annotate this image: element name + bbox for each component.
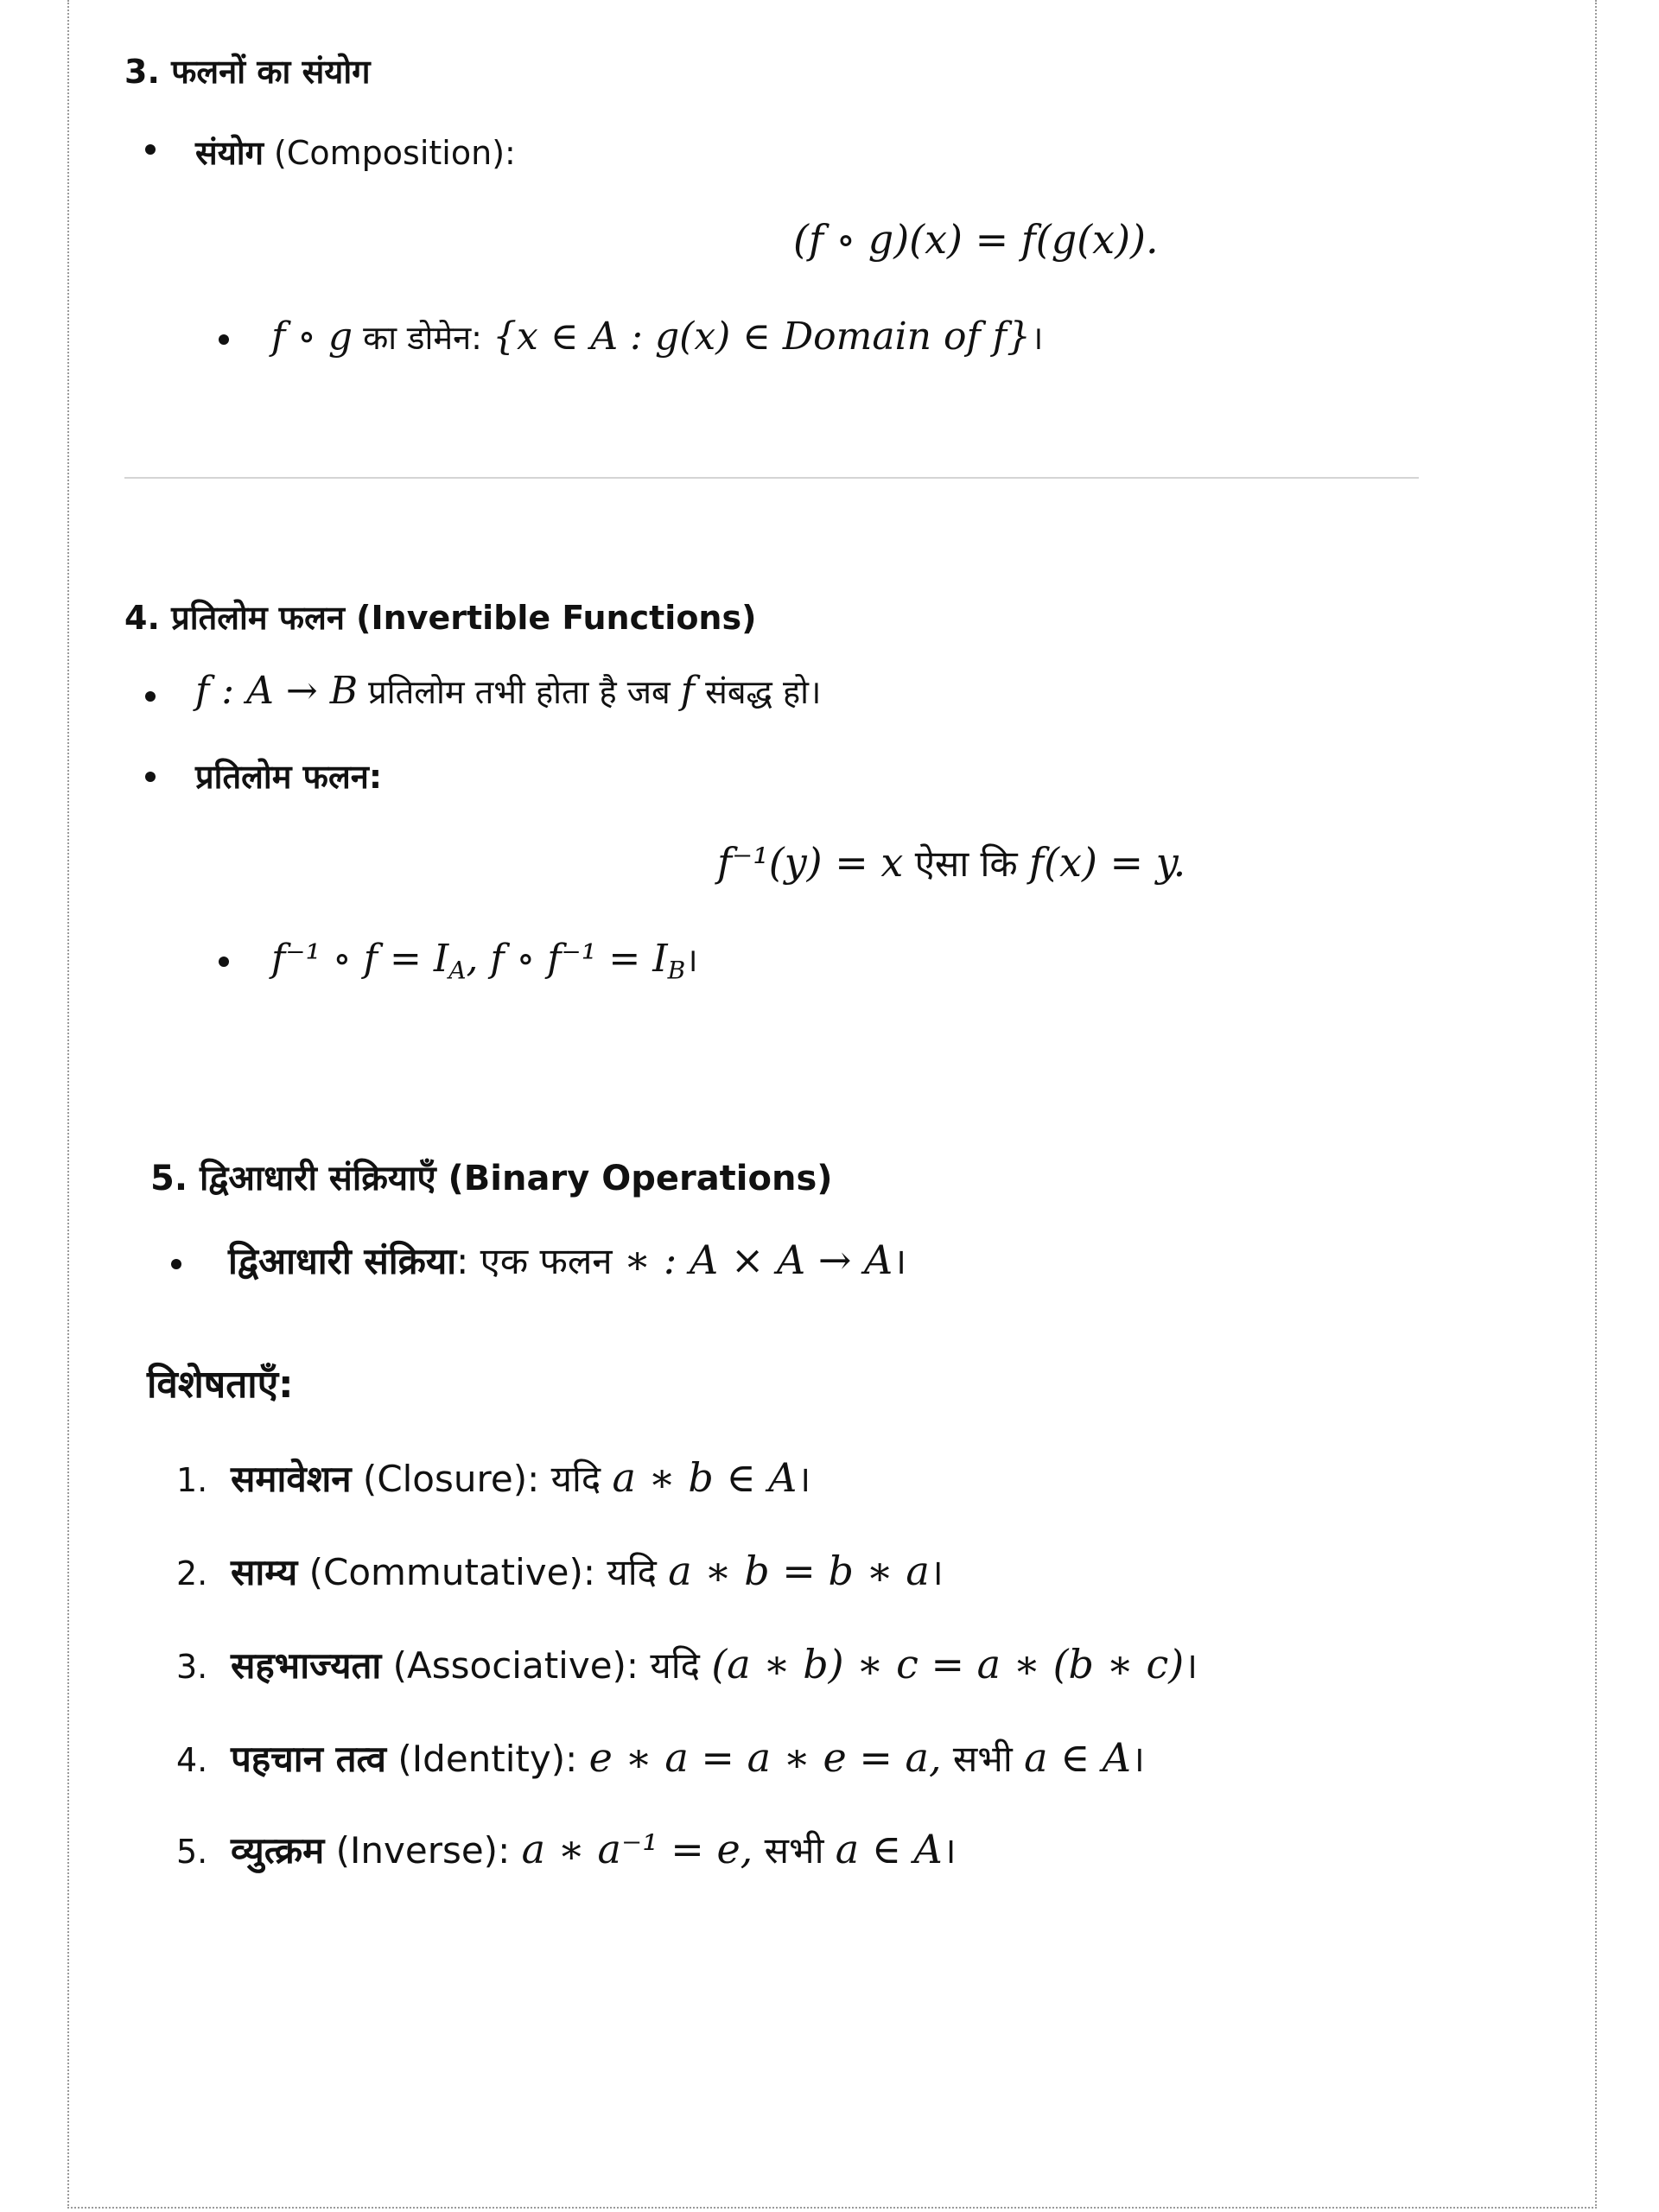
binary-operation-math: ∗ : A × A → A — [623, 1236, 893, 1283]
property-math: (a ∗ b) ∗ c = a ∗ (b ∗ c) — [711, 1641, 1185, 1688]
property-mid: सभी — [941, 1738, 1025, 1780]
property-item — [176, 1547, 944, 1596]
binary-operation-bullet — [228, 1236, 906, 1285]
property-end: । — [942, 1829, 957, 1872]
inverse-identity-sub-a: A — [448, 956, 467, 985]
bullet-dot — [145, 691, 156, 702]
bullet-dot — [145, 772, 156, 782]
property-math: a ∗ b ∈ A — [612, 1454, 798, 1501]
property-en: (Identity): — [386, 1738, 589, 1780]
property-label: व्युत्क्रम — [230, 1829, 325, 1872]
inverse-identity-bullet — [271, 937, 698, 985]
composition-domain-math: f ∘ g — [271, 315, 353, 359]
composition-suffix: (Composition): — [263, 134, 516, 172]
inverse-identity-sub-b: B — [667, 956, 686, 985]
property-number: 5. — [176, 1833, 208, 1871]
invertible-math-f: f — [680, 669, 696, 713]
property-label: साम्य — [230, 1551, 298, 1593]
property-en: (Associative): यदि — [381, 1644, 712, 1687]
property-end: । — [929, 1551, 944, 1593]
bullet-dot — [219, 334, 229, 345]
property-math2: a ∈ A — [835, 1826, 943, 1872]
property-end: । — [1131, 1738, 1145, 1780]
inverse-identity-math2: , f ∘ f⁻¹ = I — [466, 937, 668, 981]
property-number: 2. — [176, 1554, 208, 1592]
inverse-formula-left: f⁻¹(y) = x — [717, 839, 904, 886]
property-number: 4. — [176, 1741, 208, 1779]
property-end: । — [797, 1458, 811, 1500]
bullet-dot — [171, 1259, 181, 1269]
section-4-title: 4. प्रतिलोम फलन (Invertible Functions) — [124, 599, 757, 637]
property-item — [176, 1733, 1145, 1783]
property-en: (Inverse): — [324, 1829, 522, 1872]
property-label: समावेशन — [230, 1458, 352, 1500]
binary-operation-label: द्विआधारी संक्रिया — [228, 1240, 457, 1282]
composition-domain-set: {x ∈ A : g(x) ∈ Domain of f} — [493, 315, 1032, 359]
property-number: 3. — [176, 1648, 208, 1686]
property-label: पहचान तत्व — [230, 1738, 387, 1780]
invertible-text2: संबद्ध हो। — [695, 673, 822, 711]
invertible-condition-bullet — [195, 669, 821, 714]
inverse-function-label: प्रतिलोम फलन: — [195, 758, 383, 796]
property-item — [176, 1825, 957, 1874]
property-item — [176, 1453, 810, 1503]
property-label: सहभाज्यता — [230, 1644, 382, 1687]
inverse-formula-mid: ऐसा कि — [903, 842, 1030, 885]
property-number: 1. — [176, 1461, 208, 1499]
property-en: (Commutative): यदि — [297, 1551, 669, 1593]
property-math2: a ∈ A — [1024, 1734, 1132, 1781]
composition-bullet — [195, 130, 516, 175]
composition-formula: (f ∘ g)(x) = f(g(x)). — [793, 216, 1159, 263]
composition-label: संयोग — [195, 134, 264, 172]
invertible-math: f : A → B — [195, 669, 359, 713]
inverse-identity-math: f⁻¹ ∘ f = I — [271, 937, 449, 981]
invertible-text: प्रतिलोम तभी होता है जब — [358, 673, 681, 711]
composition-domain-text: का डोमेन: — [353, 319, 493, 357]
property-en: (Closure): यदि — [351, 1458, 613, 1500]
inverse-identity-end: । — [685, 941, 698, 979]
property-math: a ∗ b = b ∗ a — [668, 1548, 930, 1594]
section-5-title: 5. द्विआधारी संक्रियाएँ (Binary Operations) — [150, 1159, 833, 1198]
property-mid: सभी — [753, 1829, 836, 1872]
bullet-dot — [145, 144, 156, 155]
section-divider — [124, 477, 1419, 479]
inverse-formula-right: f(x) = y. — [1029, 839, 1186, 886]
composition-domain-end: । — [1031, 319, 1044, 357]
property-math: a ∗ a⁻¹ = e, — [521, 1826, 753, 1872]
binary-operation-end: । — [893, 1240, 907, 1282]
property-item — [176, 1640, 1198, 1689]
binary-operation-text: : एक फलन — [456, 1240, 624, 1282]
bullet-dot — [219, 957, 229, 967]
property-end: । — [1184, 1644, 1198, 1687]
composition-domain-bullet — [271, 315, 1043, 359]
properties-heading: विशेषताएँ: — [147, 1363, 294, 1407]
section-3-title: 3. फलनों का संयोग — [124, 53, 371, 91]
inverse-formula — [717, 838, 1185, 887]
property-math: e ∗ a = a ∗ e = a, — [588, 1734, 942, 1781]
